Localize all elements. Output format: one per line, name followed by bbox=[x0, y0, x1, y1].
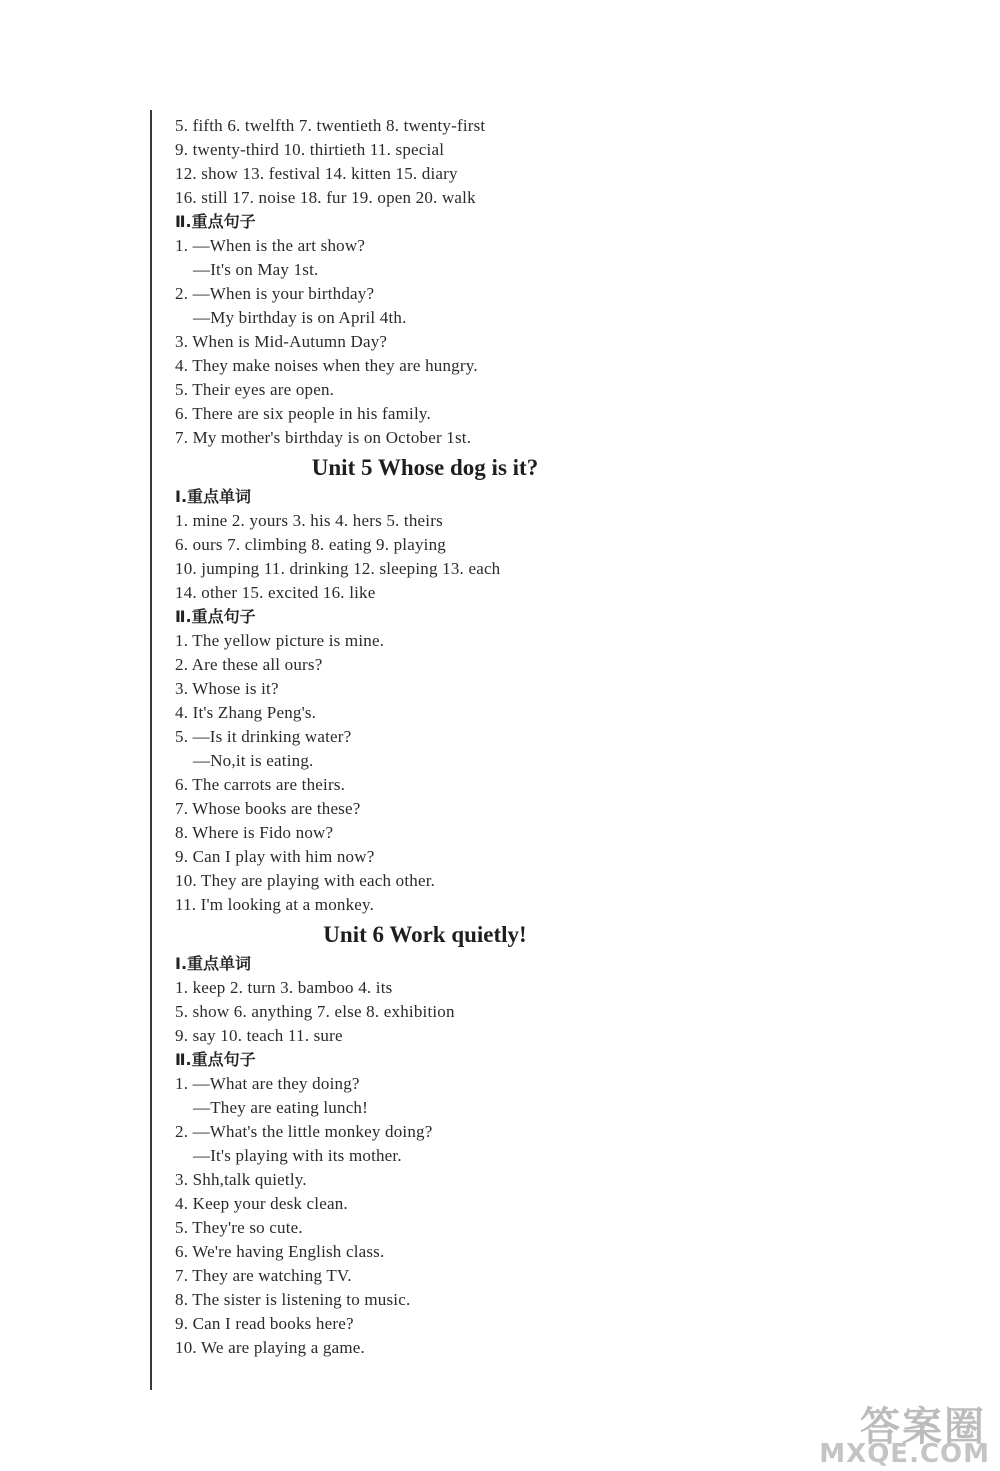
sentence-line: —It's on May 1st. bbox=[193, 260, 319, 279]
sentence-line: 7. Whose books are these? bbox=[175, 799, 361, 818]
sentence-line: 5. Their eyes are open. bbox=[175, 380, 335, 399]
sentence-line: 4. It's Zhang Peng's. bbox=[175, 703, 317, 722]
sentence-line: 1. —When is the art show? bbox=[175, 236, 366, 255]
sentence-line: 2. —When is your birthday? bbox=[175, 284, 375, 303]
sentence-line: 5. They're so cute. bbox=[175, 1218, 303, 1237]
sentence-line: 5. —Is it drinking water? bbox=[175, 727, 352, 746]
unit5-sentences-block bbox=[175, 629, 675, 917]
answer-content bbox=[175, 114, 675, 1360]
word-line: 1. mine 2. yours 3. his 4. hers 5. theirs bbox=[175, 511, 443, 530]
top-sentences-block bbox=[175, 234, 675, 450]
sentence-line: 2. —What's the little monkey doing? bbox=[175, 1122, 433, 1141]
sentence-line: 3. Shh,talk quietly. bbox=[175, 1170, 307, 1189]
sentence-line: 3. Whose is it? bbox=[175, 679, 279, 698]
sentence-line: 6. We're having English class. bbox=[175, 1242, 385, 1261]
sentence-line: —My birthday is on April 4th. bbox=[193, 308, 407, 327]
site-watermark bbox=[750, 1395, 1000, 1471]
unit6-words-block bbox=[175, 976, 675, 1048]
sentence-line: 2. Are these all ours? bbox=[175, 655, 323, 674]
watermark-logo-text: 答案圈 bbox=[860, 1404, 986, 1450]
unit5-words-block bbox=[175, 509, 675, 605]
sentence-line: 4. They make noises when they are hungry. bbox=[175, 356, 478, 375]
word-line: 5. show 6. anything 7. else 8. exhibition bbox=[175, 1002, 455, 1021]
watermark-url: MXQE.COM bbox=[819, 1439, 990, 1469]
section-heading-words: Ⅰ.重点单词 bbox=[175, 954, 252, 973]
section-heading-sentences: Ⅱ.重点句子 bbox=[175, 1050, 256, 1069]
section-heading-words: Ⅰ.重点单词 bbox=[175, 487, 252, 506]
unit6-title: Unit 6 Work quietly! bbox=[323, 922, 527, 947]
sentence-line: 9. Can I read books here? bbox=[175, 1314, 354, 1333]
unit5-title: Unit 5 Whose dog is it? bbox=[311, 455, 539, 480]
word-line: 5. fifth 6. twelfth 7. twentieth 8. twenty-first bbox=[175, 116, 486, 135]
sentence-line: 1. —What are they doing? bbox=[175, 1074, 360, 1093]
sentence-line: 3. When is Mid-Autumn Day? bbox=[175, 332, 388, 351]
sentence-line: —They are eating lunch! bbox=[193, 1098, 368, 1117]
sentence-line: 8. The sister is listening to music. bbox=[175, 1290, 411, 1309]
word-line: 10. jumping 11. drinking 12. sleeping 13. each bbox=[175, 559, 501, 578]
sentence-line: 7. My mother's birthday is on October 1st. bbox=[175, 428, 472, 447]
word-line: 6. ours 7. climbing 8. eating 9. playing bbox=[175, 535, 446, 554]
sentence-line: 7. They are watching TV. bbox=[175, 1266, 352, 1285]
sentence-line: 10. They are playing with each other. bbox=[175, 871, 436, 890]
word-line: 9. twenty-third 10. thirtieth 11. special bbox=[175, 140, 445, 159]
word-line: 1. keep 2. turn 3. bamboo 4. its bbox=[175, 978, 393, 997]
sentence-line: 6. The carrots are theirs. bbox=[175, 775, 346, 794]
word-line: 14. other 15. excited 16. like bbox=[175, 583, 376, 602]
sentence-line: 4. Keep your desk clean. bbox=[175, 1194, 348, 1213]
sentence-line: 1. The yellow picture is mine. bbox=[175, 631, 385, 650]
sentence-line: 11. I'm looking at a monkey. bbox=[175, 895, 375, 914]
sentence-line: —It's playing with its mother. bbox=[193, 1146, 402, 1165]
word-line: 16. still 17. noise 18. fur 19. open 20. walk bbox=[175, 188, 476, 207]
section-heading-sentences: Ⅱ.重点句子 bbox=[175, 607, 256, 626]
margin-rule bbox=[150, 110, 152, 1390]
sentence-line: 9. Can I play with him now? bbox=[175, 847, 375, 866]
word-line: 12. show 13. festival 14. kitten 15. diary bbox=[175, 164, 458, 183]
unit6-sentences-block bbox=[175, 1072, 675, 1360]
section-heading-sentences: Ⅱ.重点句子 bbox=[175, 212, 256, 231]
sentence-line: 10. We are playing a game. bbox=[175, 1338, 365, 1357]
sentence-line: —No,it is eating. bbox=[193, 751, 314, 770]
top-words-block bbox=[175, 114, 675, 210]
sentence-line: 6. There are six people in his family. bbox=[175, 404, 431, 423]
sentence-line: 8. Where is Fido now? bbox=[175, 823, 334, 842]
word-line: 9. say 10. teach 11. sure bbox=[175, 1026, 343, 1045]
